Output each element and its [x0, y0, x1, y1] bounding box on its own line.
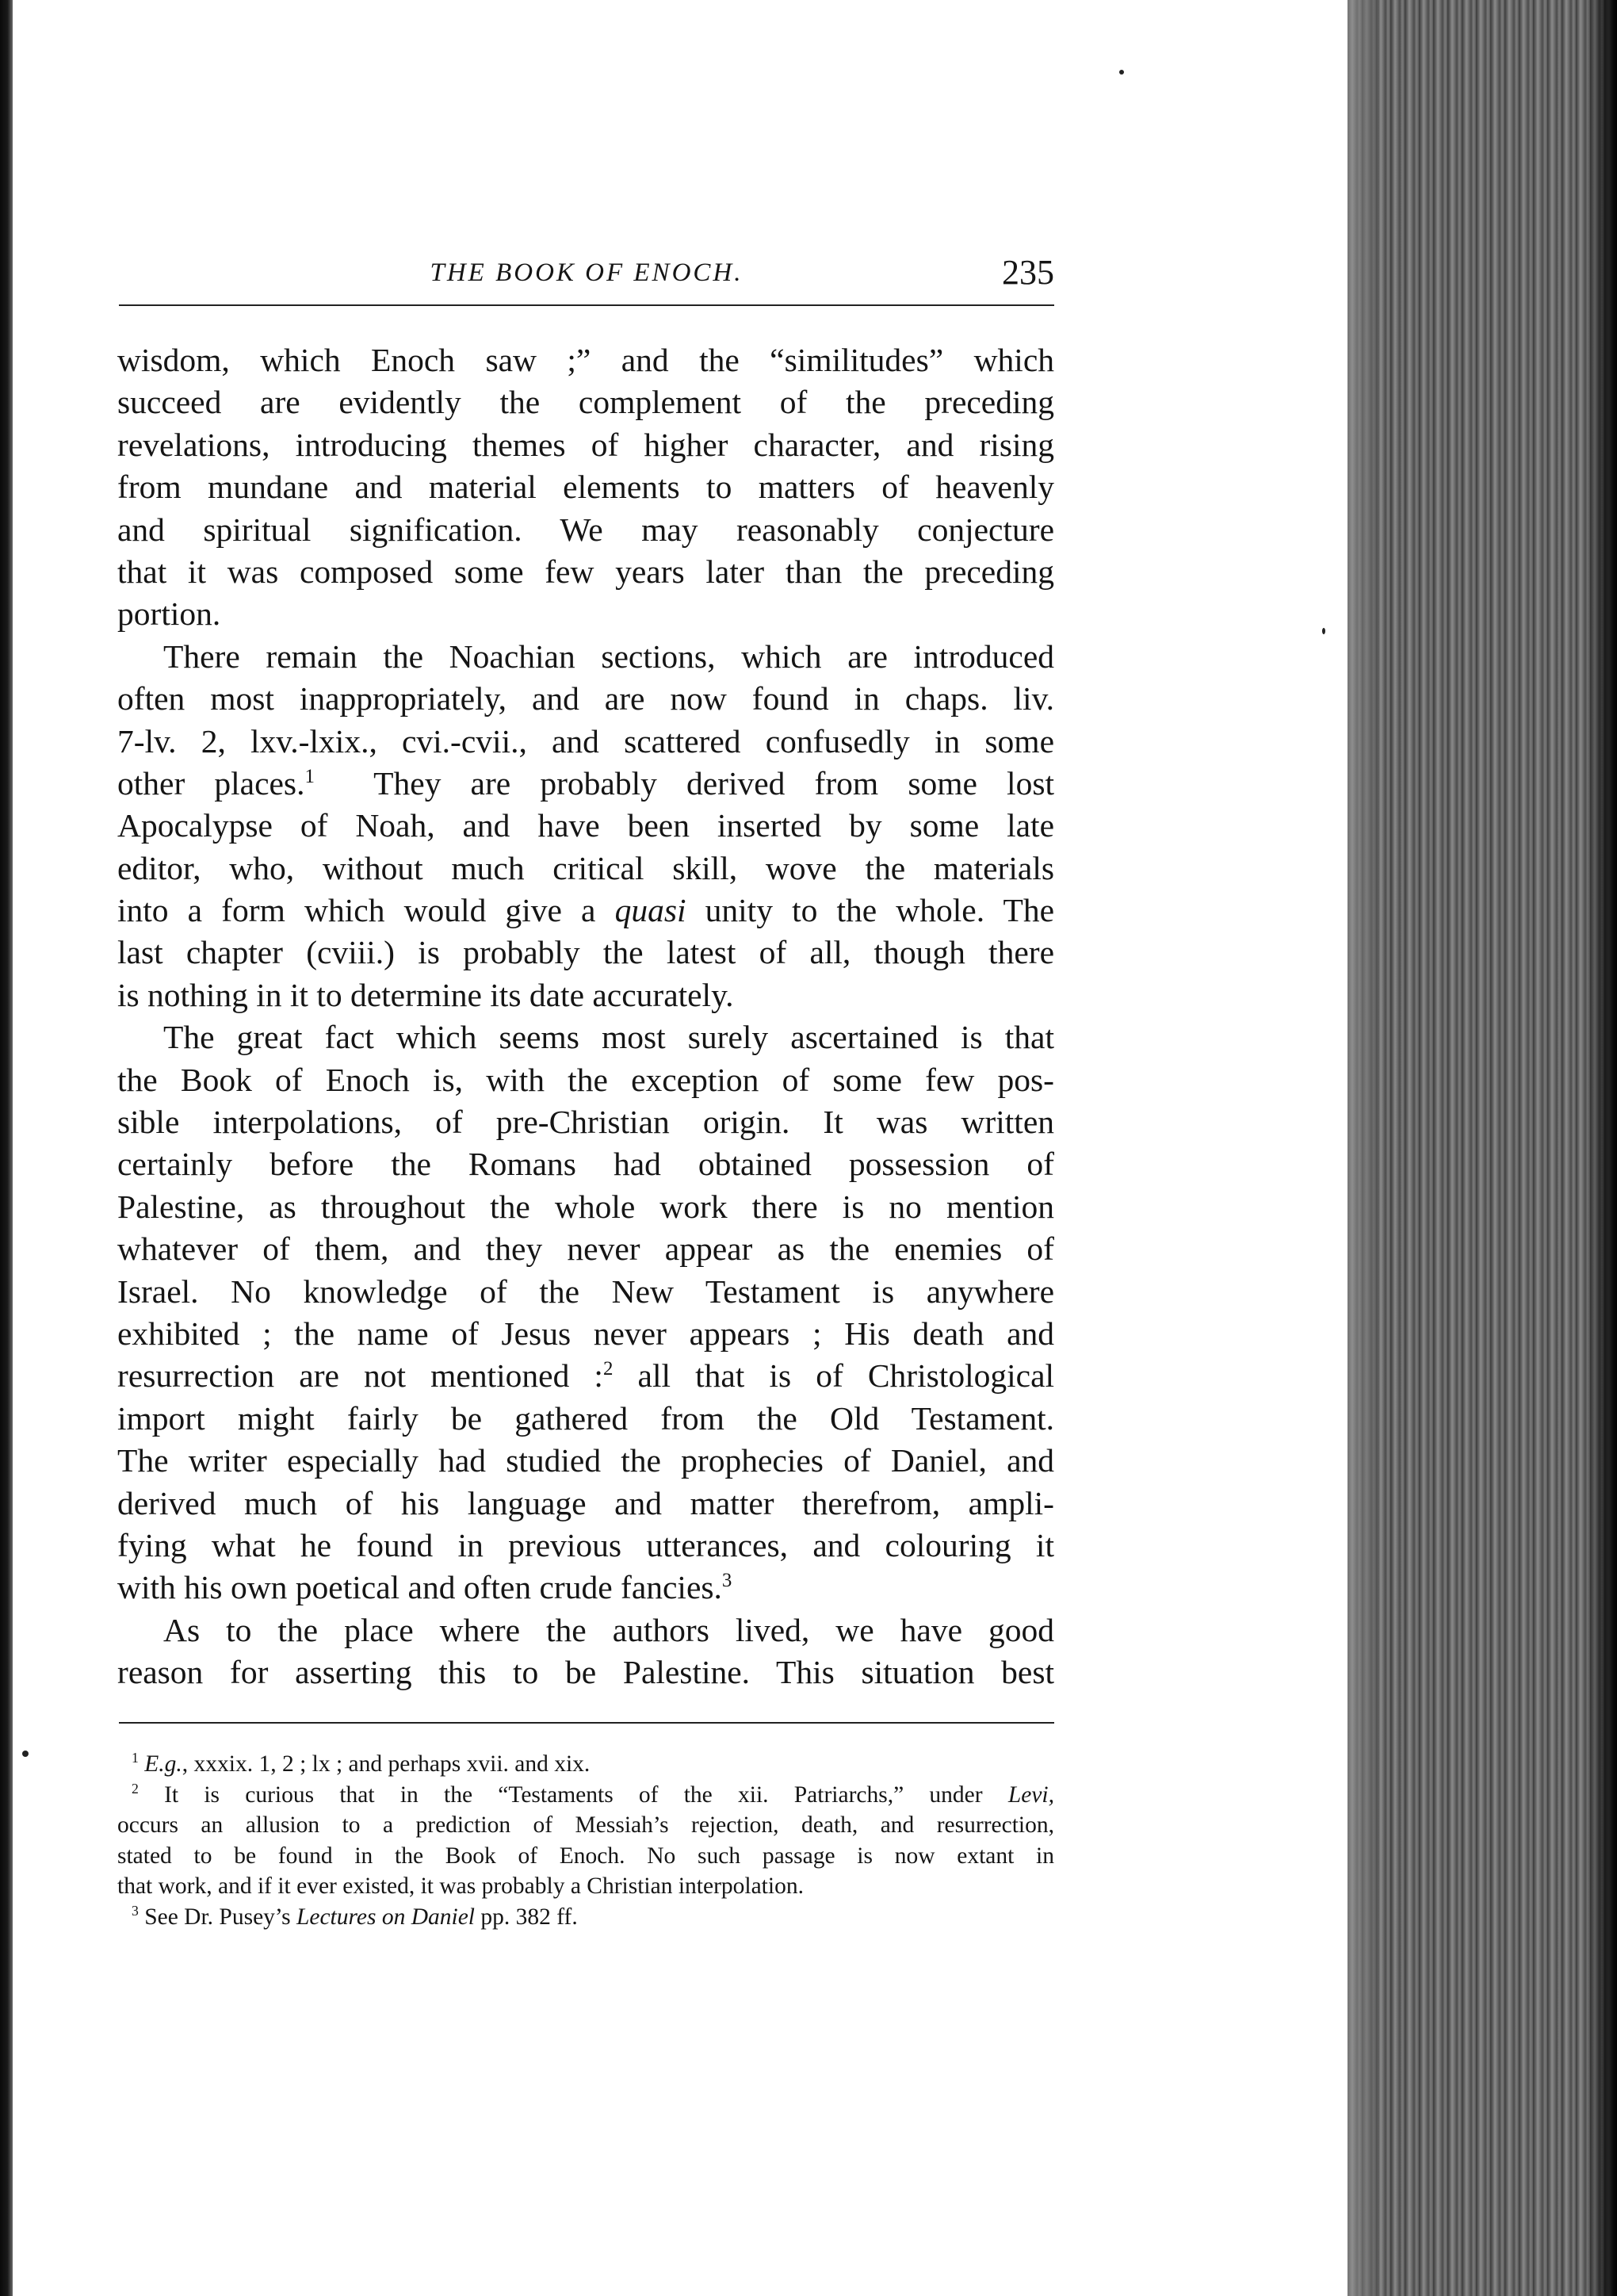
footnote-3: [117, 1902, 1054, 1933]
text-run: unity to the whole. The: [705, 892, 1054, 929]
footnote-line: stated to be found in the Book of Enoch. No such passage is now extant in: [117, 1843, 1054, 1869]
text-line: and spiritual signification. We may reasonably conjecture: [117, 511, 1054, 548]
text-run: pp. 382 ff.: [480, 1904, 578, 1930]
italic-term: Levi,: [1007, 1781, 1055, 1808]
text-line: editor, who, without much critical skill, wove the materials: [117, 849, 1054, 886]
text-run: resurrection are not mentioned :: [117, 1357, 603, 1395]
text-line: fying what he found in previous utterances, and colouring it: [117, 1526, 1054, 1563]
text-line: reason for asserting this to be Palestine. This situation best: [117, 1654, 1054, 1691]
text-line: Israel. No knowledge of the New Testament is anywhere: [117, 1272, 1054, 1310]
footnote-1: [117, 1749, 1054, 1780]
footnote-mark: 2: [132, 1780, 139, 1797]
text-line: [117, 763, 1054, 805]
page-block-edges: [1348, 0, 1617, 2296]
text-run: other places.: [117, 764, 305, 802]
footnote-rule: [119, 1722, 1054, 1724]
text-line: that it was composed some few years later than the preceding: [117, 553, 1054, 590]
text-line: whatever of them, and they never appear as the enemies of: [117, 1230, 1054, 1268]
text-run: with his own poetical and often crude fancies.: [117, 1569, 722, 1606]
footnote-ref: 2: [602, 1358, 614, 1380]
text-run: into a form which would give a: [117, 892, 596, 929]
footnote-mark: 1: [132, 1750, 139, 1766]
footnote-line: that work, and if it ever existed, it was probably a Christian interpolation.: [117, 1873, 804, 1899]
header-rule: [119, 304, 1054, 306]
text-line: sible interpolations, of pre-Christian origin. It was written: [117, 1104, 1054, 1141]
text-line: certainly before the Romans had obtained possession of: [117, 1146, 1054, 1183]
text-line: the Book of Enoch is, with the exception of some few pos-: [117, 1061, 1054, 1098]
text-line: often most inappropriately, and are now found in chaps. liv.: [117, 680, 1054, 718]
text-run: all that is of Christological: [637, 1357, 1055, 1395]
text-line: portion.: [117, 595, 221, 633]
footnotes: [117, 1749, 1054, 1932]
footnote-mark: 3: [132, 1902, 139, 1919]
print-speck: [1322, 628, 1325, 634]
italic-term: E.g.: [144, 1751, 182, 1777]
footnote-ref: 1: [304, 766, 315, 788]
text-line: [117, 1567, 1054, 1609]
text-run: See Dr. Pusey’s: [144, 1904, 291, 1930]
running-title: THE BOOK OF ENOCH.: [430, 258, 744, 287]
italic-term: Lectures on Daniel: [296, 1904, 476, 1930]
text-line: from mundane and material elements to matters of heavenly: [117, 469, 1054, 506]
text-line: There remain the Noachian sections, which are introduced: [163, 637, 1054, 675]
page-number: 235: [1002, 253, 1054, 292]
text-line: succeed are evidently the complement of the preceding: [117, 384, 1054, 421]
text-run: , xxxix. 1, 2 ; lx ; and perhaps xvii. and xix.: [182, 1751, 591, 1777]
text-line: The great fact which seems most surely ascertained is that: [163, 1019, 1054, 1056]
running-header: [119, 252, 1054, 297]
text-line: The writer especially had studied the prophecies of Daniel, and: [117, 1442, 1054, 1479]
text-line: exhibited ; the name of Jesus never appears ; His death and: [117, 1314, 1054, 1352]
print-speck: [1119, 70, 1124, 75]
body-text: [117, 339, 1054, 1694]
text-line: last chapter (cviii.) is probably the latest of all, though there: [117, 934, 1054, 971]
text-line: derived much of his language and matter therefrom, ampli-: [117, 1484, 1054, 1521]
italic-term: quasi: [614, 892, 686, 929]
footnote-2: [117, 1780, 1054, 1811]
text-line: wisdom, which Enoch saw ;” and the “similitudes” which: [117, 342, 1054, 378]
text-line: Palestine, as throughout the whole work there is no mention: [117, 1188, 1054, 1225]
text-line: As to the place where the authors lived, we have good: [163, 1611, 1054, 1648]
text-line: [117, 890, 1054, 932]
text-run: It is curious that in the “Testaments of the xii. Patriarchs,” under: [164, 1781, 983, 1808]
text-line: revelations, introducing themes of higher character, and rising: [117, 426, 1054, 463]
footnote-ref: 3: [721, 1570, 732, 1592]
text-line: [117, 1355, 1054, 1397]
text-line: import might fairly be gathered from the Old Testament.: [117, 1399, 1054, 1437]
print-speck: [22, 1751, 29, 1757]
text-line: is nothing in it to determine its date accurately.: [117, 976, 734, 1013]
text-line: 7-lv. 2, lxv.-lxix., cvi.-cvii., and scattered confusedly in some: [117, 722, 1054, 760]
footnote-line: occurs an allusion to a prediction of Messiah’s rejection, death, and resurrection,: [117, 1812, 1054, 1838]
text-line: Apocalypse of Noah, and have been inserted by some late: [117, 807, 1054, 844]
book-gutter-edge: [0, 0, 13, 2296]
text-run: They are probably derived from some lost: [373, 764, 1055, 802]
